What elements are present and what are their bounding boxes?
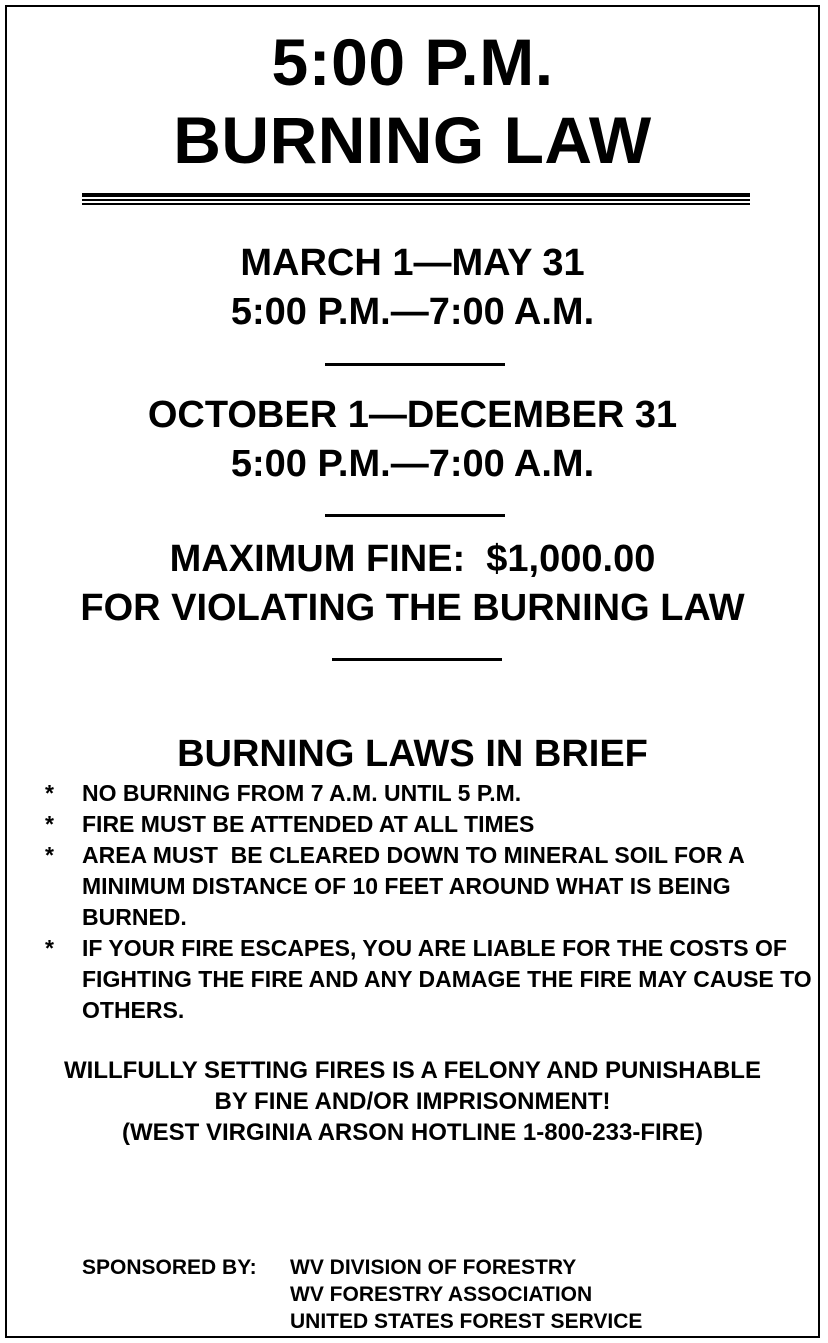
burning-law-notice — [5, 5, 820, 1338]
list-item-text: IF YOUR FIRE ESCAPES, YOU ARE LIABLE FOR THE COSTS OF FIGHTING THE FIRE AND ANY DAMAGE THE FIRE MAY CAUSE TO OTHERS. — [82, 935, 812, 1023]
list-item — [45, 809, 825, 840]
list-item — [45, 840, 812, 933]
warning-line-1: WILLFULLY SETTING FIRES IS A FELONY AND PUNISHABLE — [64, 1057, 761, 1084]
section-divider — [325, 514, 505, 517]
sponsor-list — [290, 1254, 642, 1335]
fine-description: FOR VIOLATING THE BURNING LAW — [80, 587, 745, 629]
list-item-text: FIRE MUST BE ATTENDED AT ALL TIMES — [82, 811, 535, 837]
asterisk-bullet: * — [45, 780, 54, 806]
fall-hours: 5:00 P.M.—7:00 A.M. — [230, 443, 595, 485]
arson-hotline: (WEST VIRGINIA ARSON HOTLINE 1-800-233-FIRE) — [122, 1119, 703, 1146]
spring-hours: 5:00 P.M.—7:00 A.M. — [230, 291, 595, 333]
maximum-fine: MAXIMUM FINE: $1,000.00 — [169, 538, 656, 580]
list-item-text: AREA MUST BE CLEARED DOWN TO MINERAL SOIL FOR A MINIMUM DISTANCE OF 10 FEET AROUND WHAT IS BEING BURNED. — [82, 842, 751, 930]
brief-list — [45, 778, 825, 1026]
section-divider — [332, 658, 502, 661]
sponsor-name: WV DIVISION OF FORESTRY — [290, 1256, 577, 1279]
sponsor-name: WV FORESTRY ASSOCIATION — [290, 1283, 593, 1306]
section-divider — [325, 363, 505, 366]
list-item — [45, 933, 812, 1026]
warning-line-2: BY FINE AND/OR IMPRISONMENT! — [214, 1088, 611, 1115]
arson-warning — [7, 1055, 818, 1148]
sponsor-name: UNITED STATES FOREST SERVICE — [290, 1310, 643, 1333]
fall-dates: OCTOBER 1—DECEMBER 31 — [147, 394, 678, 436]
title-line-1: 5:00 P.M. — [271, 25, 554, 99]
title-line-2: BURNING LAW — [173, 103, 652, 177]
list-item-text: NO BURNING FROM 7 A.M. UNTIL 5 P.M. — [82, 780, 522, 806]
asterisk-bullet: * — [45, 811, 54, 837]
asterisk-bullet: * — [45, 935, 54, 961]
sponsor-label: SPONSORED BY: — [82, 1256, 257, 1279]
list-item — [45, 778, 825, 809]
asterisk-bullet: * — [45, 842, 54, 868]
title-divider — [82, 193, 750, 205]
brief-heading: BURNING LAWS IN BRIEF — [177, 733, 648, 775]
spring-dates: MARCH 1—MAY 31 — [240, 242, 585, 284]
